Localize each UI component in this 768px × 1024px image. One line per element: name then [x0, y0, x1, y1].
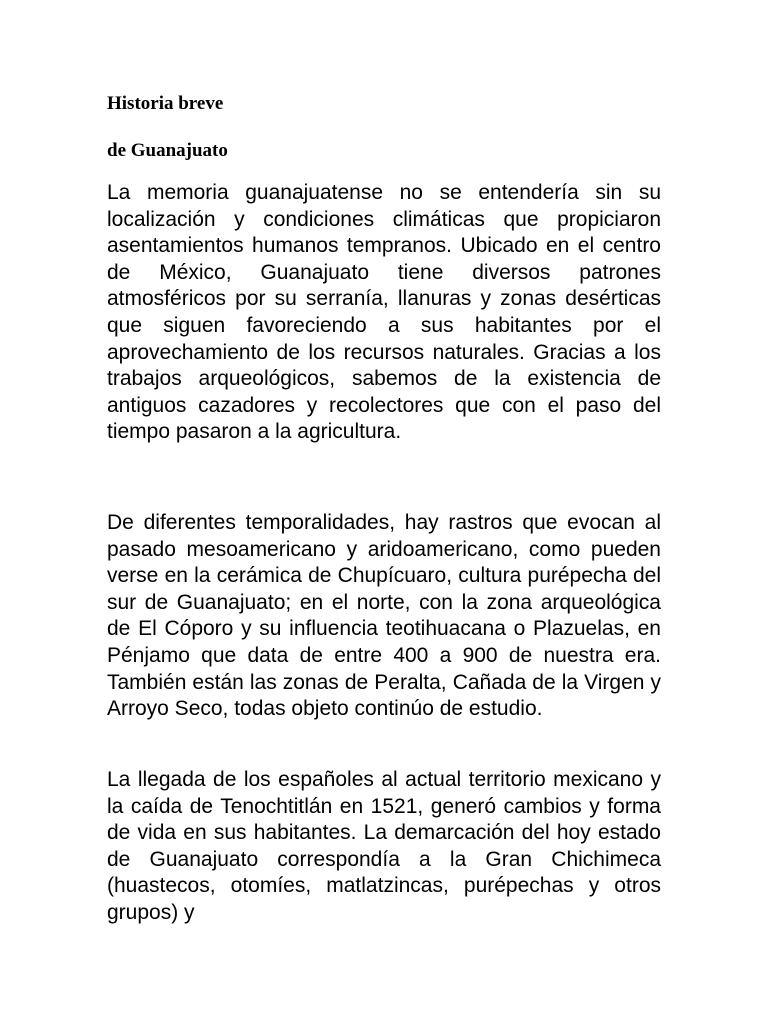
paragraph-1: La memoria guanajuatense no se entendería sin su localización y condiciones climáticas que propiciaron asentamientos humanos tempranos. Ubicado en el centro de México, Guanajuato tiene diversos patrones atmosféricos por su serranía, llanuras y zonas desérticas que siguen favoreciendo a sus habitantes por el aprovechamiento de los recursos naturales. Gracias a los trabajos arqueológicos, sabemos de la existencia de antiguos cazadores y recolectores que con el paso del tiempo pasaron a la agricultura.: [107, 181, 661, 444]
paragraph-3: La llegada de los españoles al actual territorio mexicano y la caída de Tenochtitlán en 1521, generó cambios y forma de vida en sus habitantes. La demarcación del hoy estado de Guanajuato correspondía a la Gran Chichimeca (huastecos, otomíes, matlatzincas, purépechas y otros grupos) y: [107, 768, 661, 924]
document-title-line-2: de Guanajuato: [107, 140, 228, 161]
paragraph-2: De diferentes temporalidades, hay rastros que evocan al pasado mesoamericano y aridoamericano, como pueden verse en la cerámica de Chupícuaro, cultura purépecha del sur de Guanajuato; en el norte, con la zona arqueológica de El Cóporo y su influencia teotihuacana o Plazuelas, en Pénjamo que data de entre 400 a 900 de nuestra era. También están las zonas de Peralta, Cañada de la Virgen y Arroyo Seco, todas objeto continúo de estudio.: [107, 511, 661, 721]
document-title-line-1: Historia breve: [107, 93, 224, 114]
